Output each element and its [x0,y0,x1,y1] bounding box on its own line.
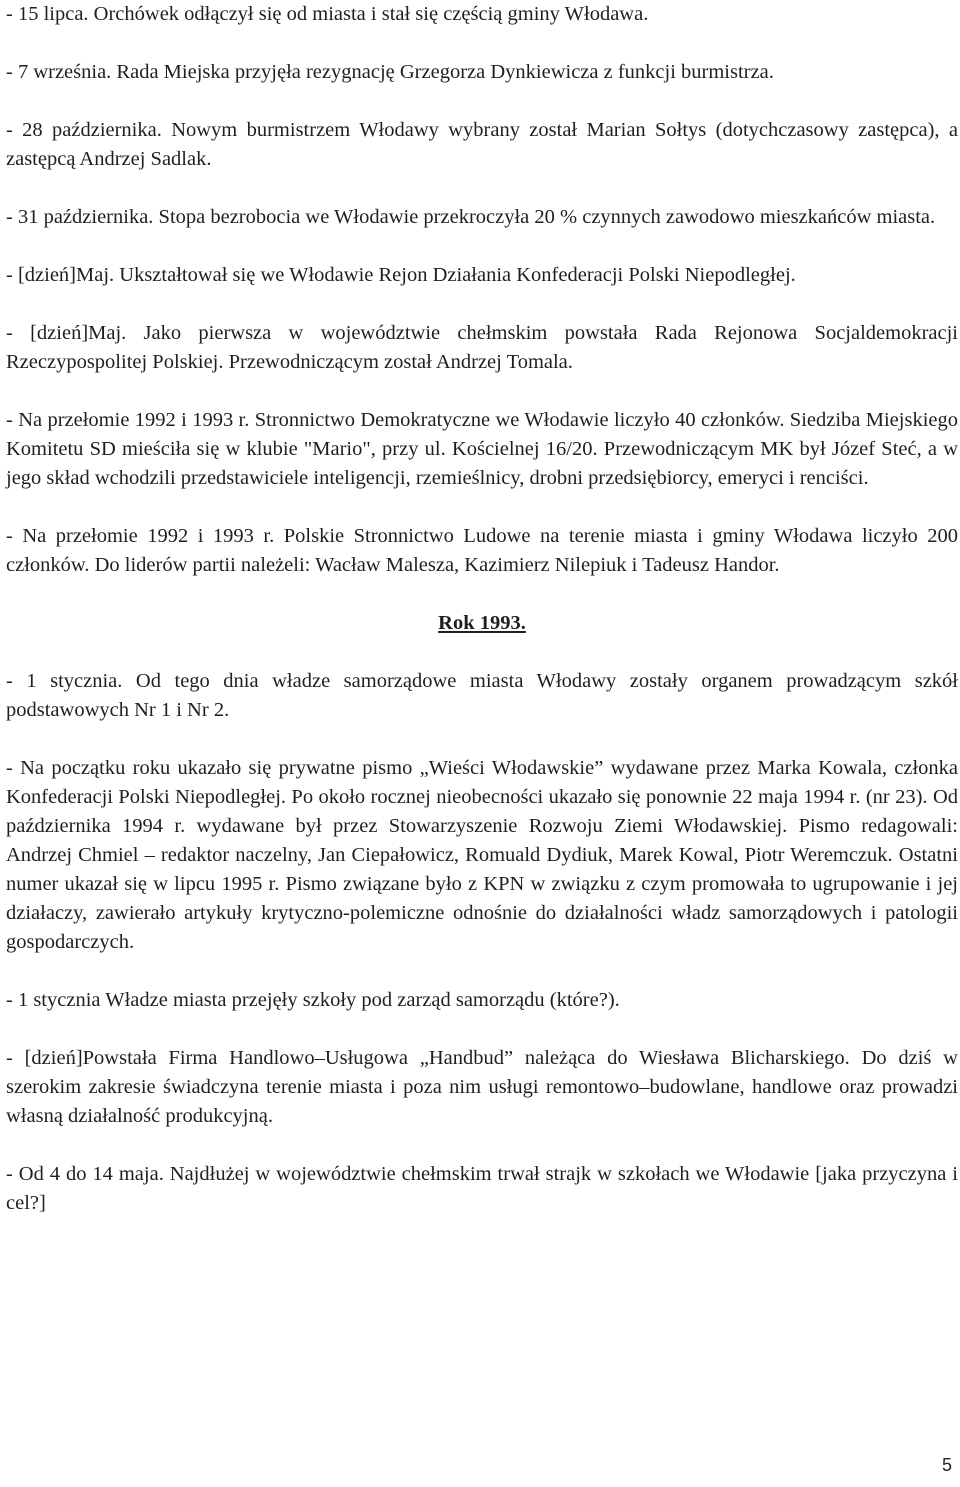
entry-kpn-region: - [dzień]Maj. Ukształtował się we Włodawie Rejon Działania Konfederacji Polski Niepodległej. [6,264,796,286]
entry-orchowek: - 15 lipca. Orchówek odłączył się od miasta i stał się częścią gminy Włodawa. [6,3,649,25]
entry-strike: - Od 4 do 14 maja. Najdłużej w województwie chełmskim trwał strajk w szkołach we Włodawie [jaka przyczyna i cel?] [6,1163,958,1214]
entry-schools-takeover: - 1 stycznia Władze miasta przejęły szkoły pod zarząd samorządu (które?). [6,989,620,1011]
entry-sdrp-council: - [dzień]Maj. Jako pierwsza w województwie chełmskim powstała Rada Rejonowa Socjaldemokracji Rzeczypospolitej Polskiej. Przewodniczącym został Andrzej Tomala. [6,322,958,373]
entry-handbud: - [dzień]Powstała Firma Handlowo–Usługowa „Handbud” należąca do Wiesława Blicharskiego. Do dziś w szerokim zakresie świadczyna terenie miasta i poza nim usługi remontowo–budowlane, handlowe oraz prowadzi własną działalność produkcyjną. [6,1047,958,1127]
page-number: 5 [941,1455,952,1475]
entry-resignation: - 7 września. Rada Miejska przyjęła rezygnację Grzegorza Dynkiewicza z funkcji burmistrza. [6,61,774,83]
entry-unemployment: - 31 października. Stopa bezrobocia we Włodawie przekroczyła 20 % czynnych zawodowo mieszkańców miasta. [6,206,936,228]
entry-wiesci-wlodawskie: - Na początku roku ukazało się prywatne pismo „Wieści Włodawskie” wydawane przez Marka Kowala, członka Konfederacji Polski Niepodległej. Po około rocznej nieobecności ukazało się ponownie 22 maja 1994 r. (nr 23). Od października 1994 r. wydawane był przez Stowarzyszenie Rozwoju Ziemi Włodawskiej. Pismo redagowali: Andrzej Chmiel – redaktor naczelny, Jan Ciepałowicz, Romuald Dydiuk, Marek Kowal, Piotr Weremczuk. Ostatni numer ukazał się w lipcu 1995 r. Pismo związane było z KPN w związku z czym promowała to ugrupowanie i jej działaczy, zawierało artykuły krytyczno-polemiczne odnośnie do działalności władz samorządowych i patologii gospodarczych. [6,757,958,953]
document-body [6,0,958,1218]
entry-psl-party: - Na przełomie 1992 i 1993 r. Polskie Stronnictwo Ludowe na terenie miasta i gminy Włodawa liczyło 200 członków. Do liderów partii należeli: Wacław Malesza, Kazimierz Nilepiuk i Tadeusz Handor. [6,525,958,576]
entry-schools-authority: - 1 stycznia. Od tego dnia władze samorządowe miasta Włodawy zostały organem prowadzącym szkół podstawowych Nr 1 i Nr 2. [6,670,958,721]
entry-sd-party: - Na przełomie 1992 i 1993 r. Stronnictwo Demokratyczne we Włodawie liczyło 40 członków. Siedziba Miejskiego Komitetu SD mieściła się w klubie "Mario", przy ul. Kościelnej 16/20. Przewodniczącym MK był Józef Steć, a w jego skład wchodzili przedstawiciele inteligencji, rzemieślnicy, drobni przedsiębiorcy, emeryci i renciści. [6,409,958,489]
year-heading: Rok 1993. [438,612,526,634]
entry-new-mayor: - 28 października. Nowym burmistrzem Włodawy wybrany został Marian Sołtys (dotychczasowy zastępca), a zastępcą Andrzej Sadlak. [6,119,958,170]
